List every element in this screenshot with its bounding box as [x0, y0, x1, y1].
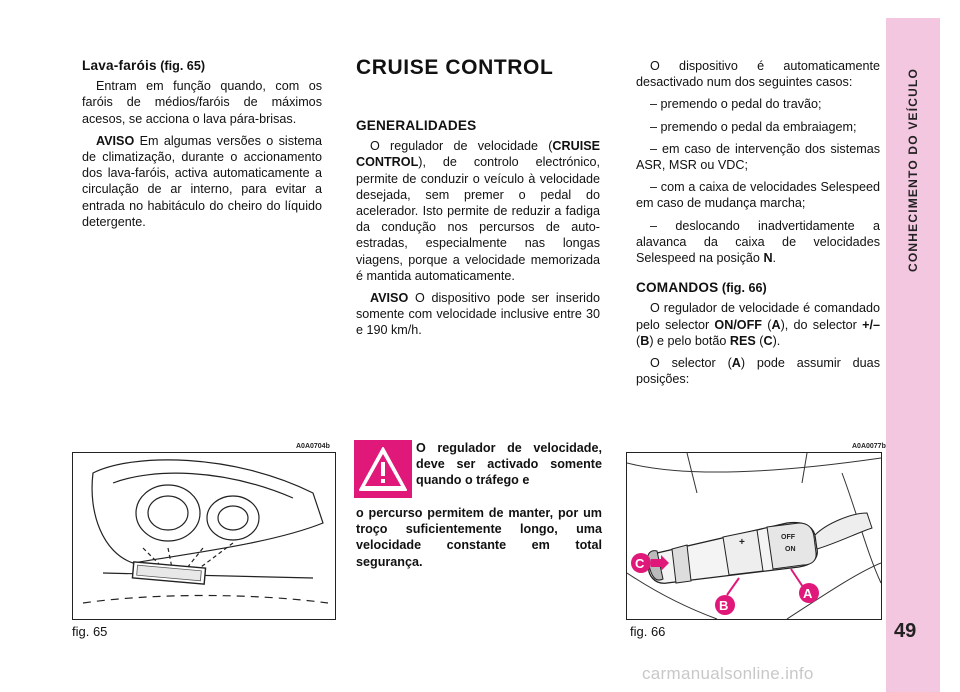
selector-paragraph: O selector (A) pode assumir duas posições:: [636, 356, 880, 387]
lava-farois-heading: Lava-faróis (fig. 65): [82, 58, 206, 73]
label-b: B: [719, 598, 729, 613]
generalidades-heading: GENERALIDADES: [356, 118, 477, 133]
fig66-image: [626, 452, 882, 620]
lava-farois-paragraph: Entram em função quando, com os faróis de médios/faróis de máximos acesos, se acciona o lava pára-brisas.: [82, 79, 322, 126]
column-2: [356, 118, 600, 345]
lever-on-label: ON: [785, 546, 796, 553]
column-3: [636, 58, 880, 393]
deactivation-item-4: – com a caixa de velocidades Selespeed em caso de mudança marcha;: [636, 180, 880, 211]
comandos-heading: COMANDOS (fig. 66): [636, 280, 767, 296]
warning-text-2: o percurso permitem de manter, por um troço suficientemente longo, uma velocidade constante em total segurança.: [356, 506, 602, 569]
generalidades-paragraph: O regulador de velocidade (CRUISE CONTROL), de controlo electrónico, permite de conduzir o veículo à velocidade desejada, sem premer o pedal do acelerador. Isto permite de reduzir a fadiga da condução nos percursos de auto-estradas, especialmente nas longas viagens, porque a velocidade memorizada é mantida automaticamente.: [356, 139, 600, 283]
deactivation-item-5: – deslocando inadvertidamente a alavanca da caixa de velocidades Selespeed na posição N.: [636, 218, 880, 266]
deactivation-intro: O dispositivo é automaticamente desactivado num dos seguintes casos:: [636, 59, 880, 90]
headlamp-illustration: [73, 453, 335, 619]
watermark: carmanualsonline.info: [642, 664, 814, 683]
lever-off-label: OFF: [781, 534, 795, 541]
sidebar-chapter-title: CONHECIMENTO DO VEÍCULO: [906, 67, 920, 273]
fig65-code: A0A0704b: [296, 443, 330, 450]
comandos-paragraph: O regulador de velocidade é comandado pelo selector ON/OFF (A), do selector +/– (B) e pelo botão RES (C).: [636, 301, 880, 348]
warning-text-1: O regulador de velocidade, deve ser activado somente quando o tráfego e: [416, 441, 602, 488]
column-1: [82, 58, 322, 236]
fig65-caption: fig. 65: [72, 624, 108, 639]
deactivation-item-2: – premendo o pedal da embraiagem;: [650, 119, 857, 134]
aviso-paragraph-2: AVISO O dispositivo pode ser inserido somente com velocidade inclusive entre 30 e 190 km/h.: [356, 291, 600, 338]
aviso-paragraph-1: AVISO Em algumas versões o sistema de climatização, durante o accionamento dos lava-faróis, activa automaticamente a circulação de ar interno, para evitar a entrada no habitáculo do cheiro do líquido detergente.: [82, 133, 322, 229]
fig66-caption: fig. 66: [630, 624, 666, 639]
fig66-code: A0A0077b: [852, 443, 886, 450]
label-a: A: [803, 586, 813, 601]
fig65-image: [72, 452, 336, 620]
section-title: CRUISE CONTROL: [356, 56, 554, 79]
label-c: C: [635, 556, 645, 571]
deactivation-item-1: – premendo o pedal do travão;: [650, 97, 822, 112]
page-number: 49: [894, 620, 917, 642]
deactivation-item-3: – em caso de intervenção dos sistemas ASR, MSR ou VDC;: [636, 141, 880, 173]
lever-plus-label: +: [739, 537, 745, 548]
cruise-lever-illustration: [627, 453, 881, 619]
warning-icon: [354, 440, 412, 498]
